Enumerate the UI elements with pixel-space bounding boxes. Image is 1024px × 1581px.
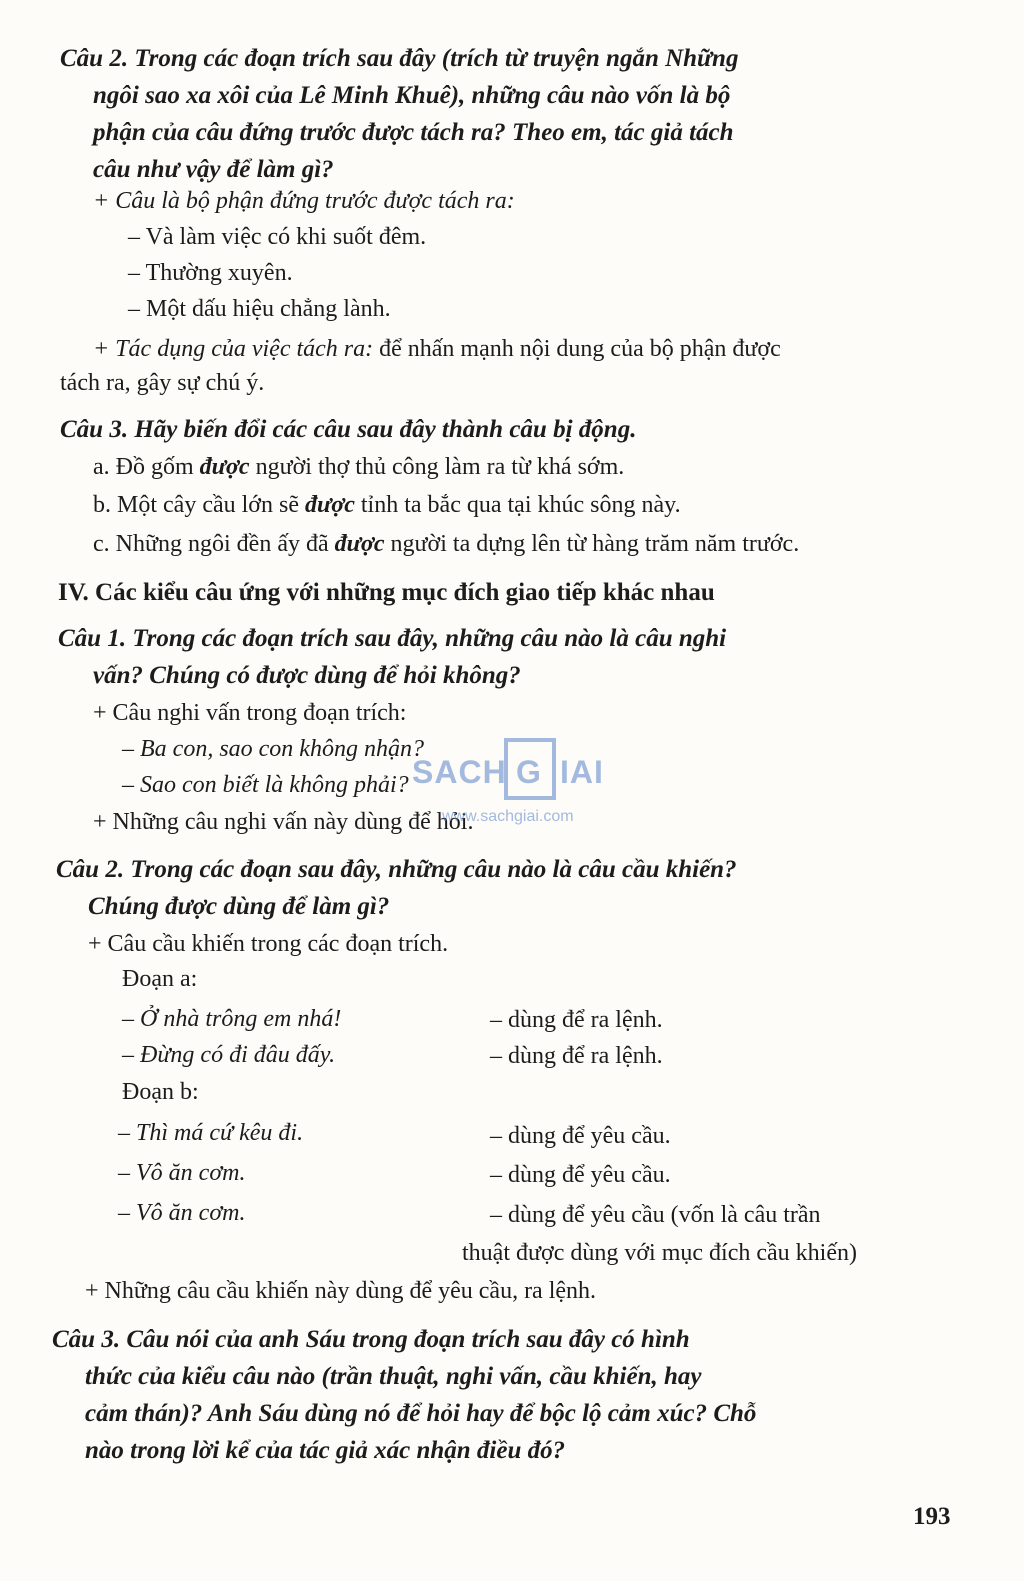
quote-item: – Đừng có đi đâu đấy. bbox=[122, 1042, 336, 1068]
question-3: Câu 3. Hãy biến đổi các câu sau đây thành câu bị động. bbox=[60, 416, 637, 443]
answer-item: – Một dấu hiệu chẳng lành. bbox=[128, 296, 391, 322]
sentence-a bbox=[93, 452, 624, 482]
sentence-c bbox=[93, 529, 799, 559]
sentence-text: b. Một cây cầu lớn sẽ bbox=[93, 492, 305, 518]
usage-note: – dùng để yêu cầu. bbox=[490, 1162, 671, 1188]
excerpt-label: Đoạn b: bbox=[122, 1079, 199, 1105]
page-number: 193 bbox=[913, 1503, 951, 1530]
watermark-box-letter: G bbox=[516, 754, 542, 790]
answer-item: – Và làm việc có khi suốt đêm. bbox=[128, 224, 427, 250]
sentence-text: người thợ thủ công làm ra từ khá sớm. bbox=[249, 454, 625, 480]
sentence-text: tỉnh ta bắc qua tại khúc sông này. bbox=[354, 492, 681, 518]
question-2-line-1: Câu 2. Trong các đoạn trích sau đây (trích từ truyện ngắn Những bbox=[60, 45, 739, 72]
sentence-text: c. Những ngôi đền ấy đã bbox=[93, 531, 335, 557]
quote-item: – Vô ăn cơm. bbox=[118, 1160, 246, 1186]
quote-item: – Ở nhà trông em nhá! bbox=[122, 1006, 342, 1032]
quote-item: – Sao con biết là không phải? bbox=[122, 772, 409, 798]
answer-intro: + Câu nghi vấn trong đoạn trích: bbox=[93, 700, 407, 726]
question-1-line-1: Câu 1. Trong các đoạn trích sau đây, những câu nào là câu nghi bbox=[58, 625, 727, 652]
watermark-left: SACH bbox=[412, 754, 507, 790]
answer-intro: + Câu là bộ phận đứng trước được tách ra: bbox=[93, 188, 515, 214]
excerpt-label: Đoạn a: bbox=[122, 966, 198, 992]
question-3b-line-3: cảm thán)? Anh Sáu dùng nó để hỏi hay để bộc lộ cảm xúc? Chỗ bbox=[85, 1400, 757, 1427]
emphasis-word: được bbox=[334, 531, 385, 557]
emphasis-word: được bbox=[304, 492, 355, 518]
question-1-line-2: vấn? Chúng có được dùng để hỏi không? bbox=[93, 662, 521, 689]
quote-item: – Ba con, sao con không nhận? bbox=[122, 736, 424, 762]
usage-note: – dùng để ra lệnh. bbox=[490, 1043, 663, 1069]
quote-item: – Vô ăn cơm. bbox=[118, 1200, 246, 1226]
watermark-url: www.sachgiai.com bbox=[442, 808, 574, 825]
sentence-b bbox=[93, 490, 681, 520]
watermark-logo bbox=[412, 738, 612, 828]
question-3b-line-1: Câu 3. Câu nói của anh Sáu trong đoạn trích sau đây có hình bbox=[52, 1326, 690, 1353]
question-2b-line-2: Chúng được dùng để làm gì? bbox=[88, 893, 390, 920]
effect-text: để nhấn mạnh nội dung của bộ phận được bbox=[373, 336, 781, 362]
answer-conclusion: + Những câu nghi vấn này dùng để hỏi. bbox=[93, 809, 474, 835]
usage-note: – dùng để yêu cầu. bbox=[490, 1123, 671, 1149]
question-3b-line-2: thức của kiểu câu nào (trần thuật, nghi vấn, cầu khiến, hay bbox=[85, 1363, 702, 1390]
answer-intro: + Câu cầu khiến trong các đoạn trích. bbox=[88, 931, 449, 957]
usage-note: – dùng để yêu cầu (vốn là câu trần bbox=[490, 1202, 821, 1228]
sentence-text: a. Đồ gốm bbox=[93, 454, 200, 480]
watermark-right: IAI bbox=[560, 754, 604, 790]
question-2-line-2: ngôi sao xa xôi của Lê Minh Khuê), những câu nào vốn là bộ bbox=[93, 82, 731, 109]
usage-note: – dùng để ra lệnh. bbox=[490, 1007, 663, 1033]
section-heading: IV. Các kiểu câu ứng với những mục đích giao tiếp khác nhau bbox=[58, 579, 715, 606]
question-2-line-4: câu như vậy để làm gì? bbox=[93, 156, 334, 183]
answer-effect bbox=[93, 334, 781, 364]
answer-conclusion: + Những câu cầu khiến này dùng để yêu cầu, ra lệnh. bbox=[85, 1278, 597, 1304]
answer-effect-line-2: tách ra, gây sự chú ý. bbox=[60, 370, 265, 396]
sentence-text: người ta dựng lên từ hàng trăm năm trước. bbox=[384, 531, 800, 557]
quote-item: – Thì má cứ kêu đi. bbox=[118, 1120, 304, 1146]
question-2b-line-1: Câu 2. Trong các đoạn sau đây, những câu nào là câu cầu khiến? bbox=[56, 856, 737, 883]
question-3b-line-4: nào trong lời kể của tác giả xác nhận điều đó? bbox=[85, 1437, 566, 1464]
question-2-line-3: phận của câu đứng trước được tách ra? Theo em, tác giả tách bbox=[93, 119, 734, 146]
answer-item: – Thường xuyên. bbox=[128, 260, 293, 286]
effect-label: + Tác dụng của việc tách ra: bbox=[93, 336, 374, 362]
emphasis-word: được bbox=[199, 454, 250, 480]
usage-note-continued: thuật được dùng với mục đích cầu khiến) bbox=[462, 1240, 857, 1266]
